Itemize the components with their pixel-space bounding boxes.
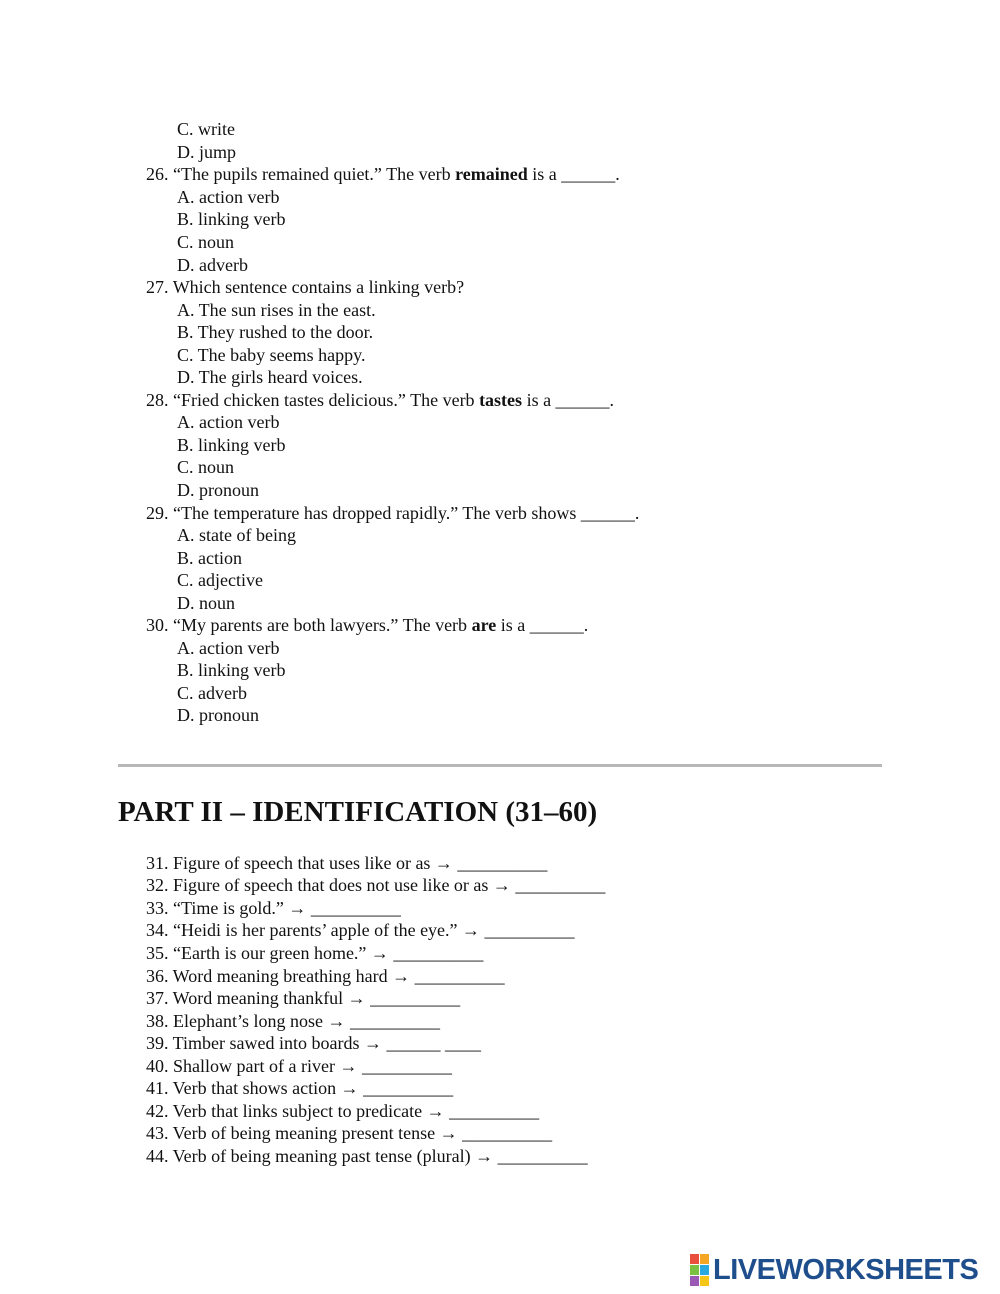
logo-block bbox=[700, 1265, 709, 1275]
identification-item-44: 44. Verb of being meaning past tense (plural) → __________ bbox=[146, 1146, 588, 1166]
question-text-end: is a ______. bbox=[527, 164, 620, 184]
question-number: 26. bbox=[146, 164, 169, 184]
question-bold-word: remained bbox=[455, 164, 528, 184]
q27-option-a: A. The sun rises in the east. bbox=[177, 300, 376, 320]
question-text: “The temperature has dropped rapidly.” The verb shows ______. bbox=[173, 503, 640, 523]
question-bold-word: are bbox=[471, 615, 497, 635]
identification-item-41: 41. Verb that shows action → __________ bbox=[146, 1078, 454, 1098]
identification-item-35: 35. “Earth is our green home.” → __________ bbox=[146, 943, 484, 963]
question-text: “My parents are both lawyers.” The verb bbox=[173, 615, 472, 635]
question-bold-word: tastes bbox=[479, 390, 523, 410]
identification-item-36: 36. Word meaning breathing hard → __________ bbox=[146, 966, 505, 986]
q25-option-d: D. jump bbox=[177, 142, 237, 162]
liveworksheets-logo-icon bbox=[690, 1254, 709, 1286]
question-text: “Fried chicken tastes delicious.” The verb bbox=[173, 390, 480, 410]
question-text: Which sentence contains a linking verb? bbox=[172, 277, 465, 297]
identification-item-32: 32. Figure of speech that does not use like or as → __________ bbox=[146, 875, 606, 895]
identification-item-40: 40. Shallow part of a river → __________ bbox=[146, 1056, 452, 1076]
question-27 bbox=[146, 276, 464, 298]
question-29 bbox=[146, 502, 639, 524]
identification-item-39: 39. Timber sawed into boards → ______ ____ bbox=[146, 1033, 481, 1053]
question-number: 28. bbox=[146, 390, 169, 410]
identification-item-37: 37. Word meaning thankful → __________ bbox=[146, 988, 461, 1008]
q29-option-d: D. noun bbox=[177, 593, 235, 613]
q27-option-d: D. The girls heard voices. bbox=[177, 367, 363, 387]
q30-option-d: D. pronoun bbox=[177, 705, 259, 725]
identification-item-31: 31. Figure of speech that uses like or as → __________ bbox=[146, 853, 548, 873]
identification-item-38: 38. Elephant’s long nose → __________ bbox=[146, 1011, 440, 1031]
q26-option-c: C. noun bbox=[177, 232, 235, 252]
part-2-title: PART II – IDENTIFICATION (31–60) bbox=[118, 796, 598, 828]
q27-option-c: C. The baby seems happy. bbox=[177, 345, 366, 365]
q29-option-c: C. adjective bbox=[177, 570, 263, 590]
logo-block bbox=[690, 1254, 699, 1264]
identification-item-34: 34. “Heidi is her parents’ apple of the eye.” → __________ bbox=[146, 920, 575, 940]
question-26 bbox=[146, 163, 620, 185]
question-number: 29. bbox=[146, 503, 169, 523]
q30-option-a: A. action verb bbox=[177, 638, 280, 658]
question-text: “The pupils remained quiet.” The verb bbox=[173, 164, 456, 184]
logo-text: LIVEWORKSHEETS bbox=[713, 1253, 979, 1286]
q28-option-d: D. pronoun bbox=[177, 480, 259, 500]
q30-option-c: C. adverb bbox=[177, 683, 247, 703]
question-text-end: is a ______. bbox=[496, 615, 589, 635]
q28-option-a: A. action verb bbox=[177, 412, 280, 432]
logo-block bbox=[690, 1276, 699, 1286]
q28-option-b: B. linking verb bbox=[177, 435, 286, 455]
logo-block bbox=[700, 1276, 709, 1286]
question-number: 30. bbox=[146, 615, 169, 635]
q27-option-b: B. They rushed to the door. bbox=[177, 322, 374, 342]
q28-option-c: C. noun bbox=[177, 457, 235, 477]
q26-option-a: A. action verb bbox=[177, 187, 280, 207]
question-30 bbox=[146, 614, 588, 636]
identification-item-33: 33. “Time is gold.” → __________ bbox=[146, 898, 401, 918]
q30-option-b: B. linking verb bbox=[177, 660, 286, 680]
q26-option-b: B. linking verb bbox=[177, 209, 286, 229]
liveworksheets-logo[interactable] bbox=[690, 1253, 978, 1287]
q29-option-a: A. state of being bbox=[177, 525, 296, 545]
question-28 bbox=[146, 389, 614, 411]
logo-block bbox=[700, 1254, 709, 1264]
identification-item-43: 43. Verb of being meaning present tense → __________ bbox=[146, 1123, 553, 1143]
logo-block bbox=[690, 1265, 699, 1275]
identification-item-42: 42. Verb that links subject to predicate → __________ bbox=[146, 1101, 540, 1121]
q26-option-d: D. adverb bbox=[177, 255, 248, 275]
question-number: 27. bbox=[146, 277, 169, 297]
q29-option-b: B. action bbox=[177, 548, 242, 568]
section-divider bbox=[118, 764, 882, 767]
q25-option-c: C. write bbox=[177, 119, 235, 139]
question-text-end: is a ______. bbox=[522, 390, 615, 410]
